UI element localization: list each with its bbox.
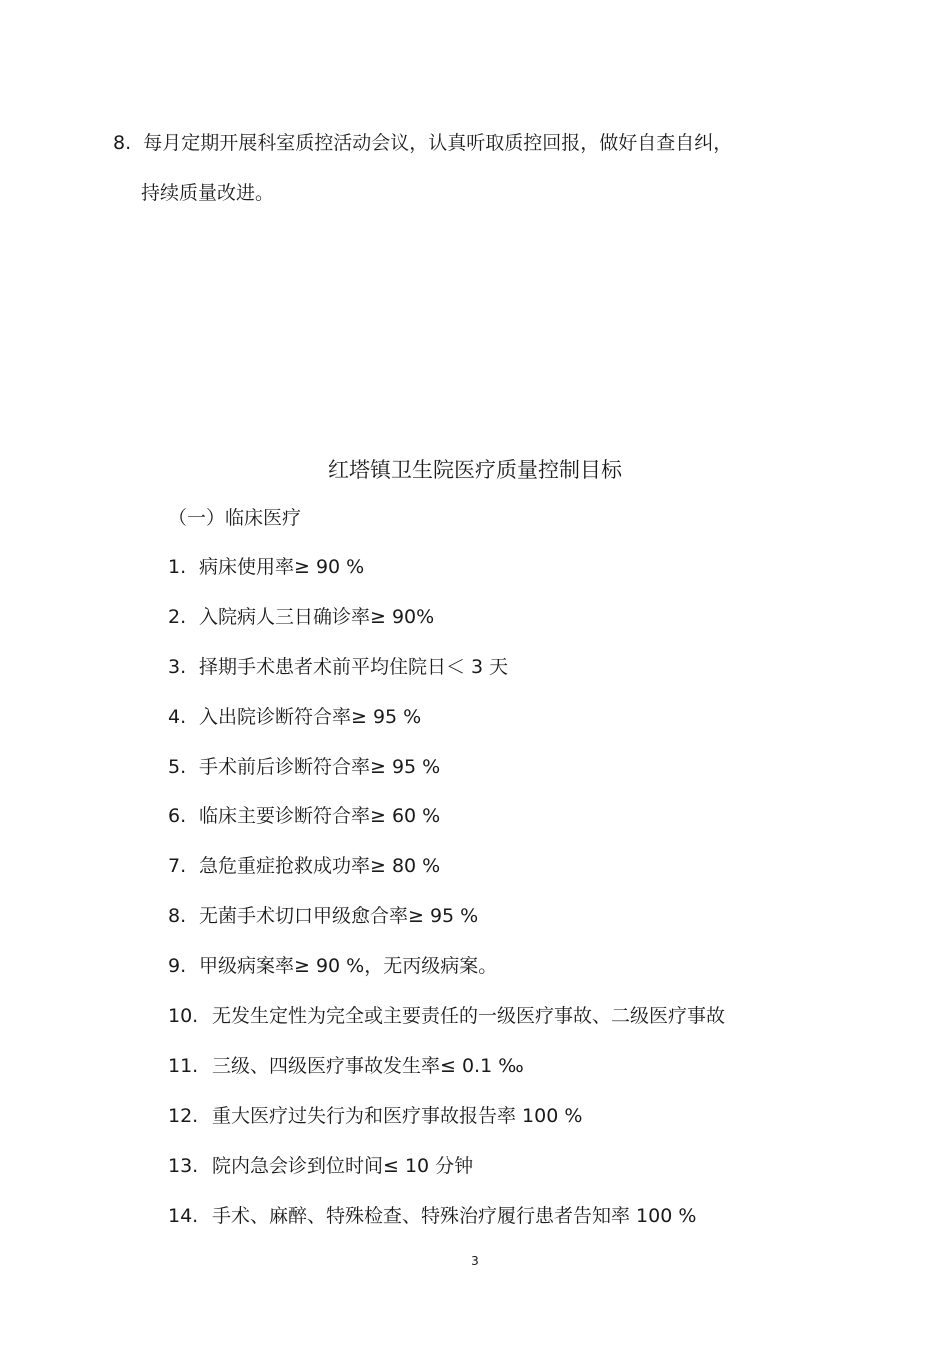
item-text: 入院病人三日确诊率≥ 90% <box>199 606 435 628</box>
list-item <box>168 904 478 928</box>
item-number: 7. <box>168 855 187 877</box>
page-number: 3 <box>471 1254 479 1268</box>
list-item <box>168 954 497 978</box>
list-item <box>168 854 440 878</box>
item-text: 病床使用率≥ 90 % <box>199 556 365 578</box>
item-number: 1. <box>168 556 187 578</box>
item-number: 8. <box>168 905 187 927</box>
item-number: 10. <box>168 1005 199 1027</box>
item-text: 入出院诊断符合率≥ 95 % <box>199 706 422 728</box>
section-heading: （一）临床医疗 <box>168 507 302 529</box>
item-number: 4. <box>168 706 187 728</box>
item-number: 12. <box>168 1105 199 1127</box>
list-item <box>168 555 364 579</box>
list-item <box>168 755 440 779</box>
item-text: 临床主要诊断符合率≥ 60 % <box>199 805 441 827</box>
item-text: 重大医疗过失行为和医疗事故报告率 100 % <box>212 1105 583 1127</box>
item-text: 三级、四级医疗事故发生率≤ 0.1 ‰ <box>212 1055 524 1077</box>
document-title: 红塔镇卫生院医疗质量控制目标 <box>328 458 622 482</box>
prev-item-number: 8. <box>113 132 132 154</box>
item-number: 2. <box>168 606 187 628</box>
item-text: 急危重症抢救成功率≥ 80 % <box>199 855 441 877</box>
list-item <box>168 1204 696 1228</box>
item-text: 择期手术患者术前平均住院日＜ 3 天 <box>199 656 509 678</box>
item-number: 3. <box>168 656 187 678</box>
list-item <box>168 1104 582 1128</box>
item-number: 6. <box>168 805 187 827</box>
prev-item-line-1 <box>113 131 732 155</box>
item-text: 手术前后诊断符合率≥ 95 % <box>199 756 441 778</box>
prev-item-line-2: 持续质量改进。 <box>141 182 275 204</box>
list-item <box>168 804 440 828</box>
list-item <box>168 1004 725 1028</box>
item-text: 院内急会诊到位时间≤ 10 分钟 <box>212 1155 474 1177</box>
list-item <box>168 655 508 679</box>
item-text: 无发生定性为完全或主要责任的一级医疗事故、二级医疗事故 <box>212 1005 726 1027</box>
item-number: 9. <box>168 955 187 977</box>
item-number: 14. <box>168 1205 199 1227</box>
item-text: 手术、麻醉、特殊检查、特殊治疗履行患者告知率 100 % <box>212 1205 697 1227</box>
list-item <box>168 605 434 629</box>
item-number: 11. <box>168 1055 199 1077</box>
item-text: 甲级病案率≥ 90 %，无丙级病案。 <box>199 955 498 977</box>
item-number: 5. <box>168 756 187 778</box>
item-text: 无菌手术切口甲级愈合率≥ 95 % <box>199 905 479 927</box>
item-number: 13. <box>168 1155 199 1177</box>
list-item <box>168 705 421 729</box>
list-item <box>168 1154 473 1178</box>
list-item <box>168 1054 524 1078</box>
prev-item-text: 每月定期开展科室质控活动会议，认真听取质控回报，做好自查自纠， <box>143 132 733 154</box>
